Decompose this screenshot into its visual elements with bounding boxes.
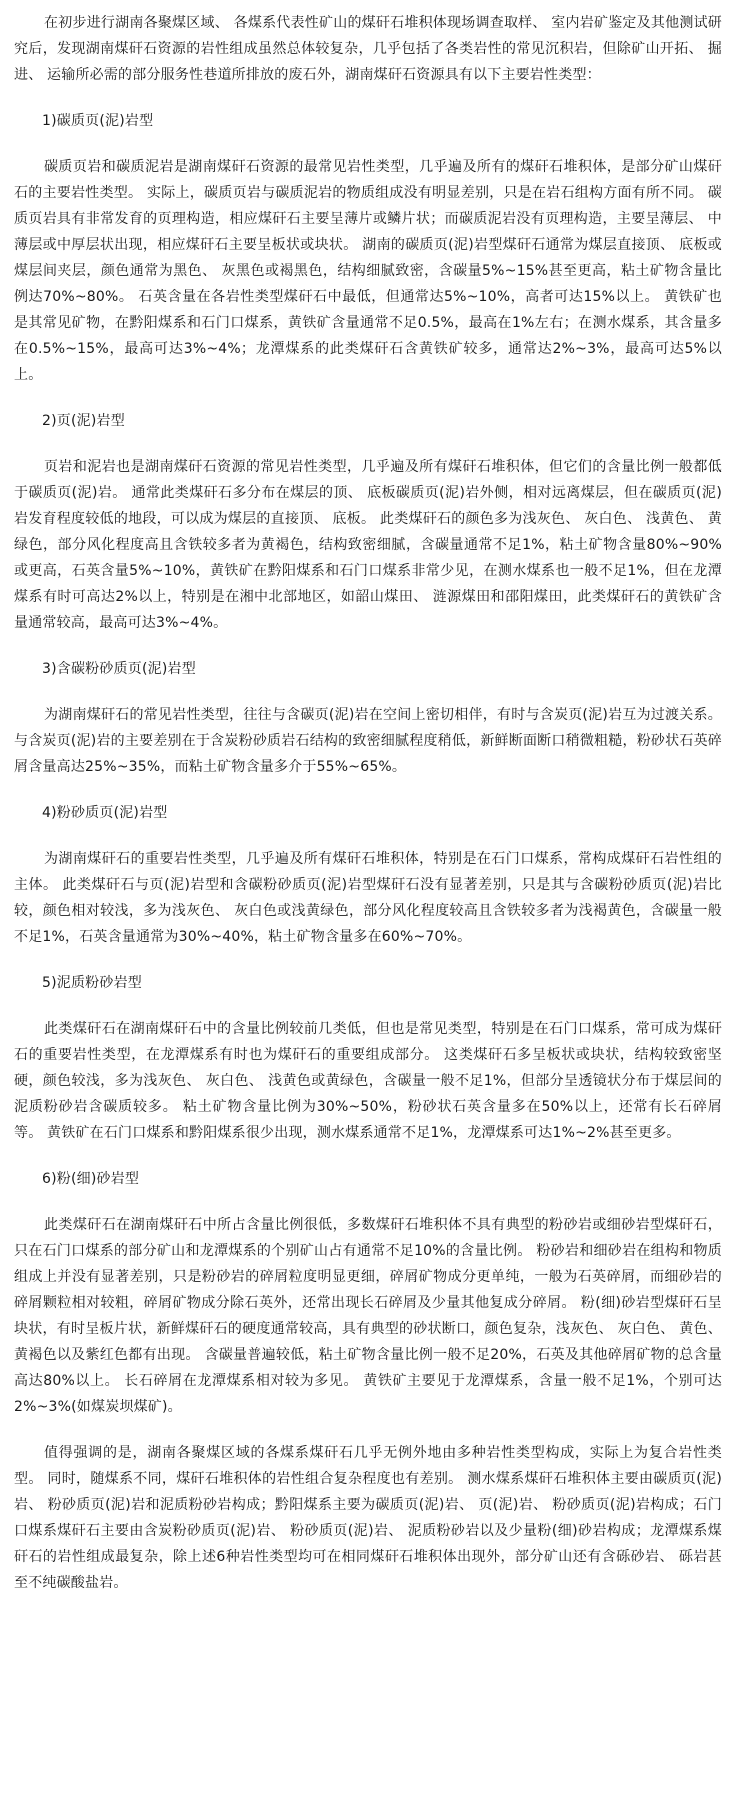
section-heading-3: 3)含碳粉砂质页(泥)岩型	[42, 661, 196, 677]
section-heading-1: 1)碳质页(泥)岩型	[42, 113, 154, 129]
conclusion-paragraph: 值得强调的是，湖南各聚煤区域的各煤系煤矸石几乎无例外地由多种岩性类型构成，实际上为复合岩性类型。 同时，随煤系不同，煤矸石堆积体的岩性组合复杂程度也有差别。 测水煤系煤矸石堆积体主要由碳质页(泥)岩、 粉砂质页(泥)岩和泥质粉砂岩构成；黔阳煤系主要为碳质页(泥)岩、 页(泥)岩、 粉砂质页(泥)岩构成；石门口煤系煤矸石主要由含炭粉砂质页(泥)岩、 粉砂质页(泥)岩、 泥质粉砂岩以及少量粉(细)砂岩构成；龙潭煤系煤矸石的岩性组成最复杂，除上述6种岩性类型均可在相同煤矸石堆积体出现外，部分矿山还有含砾砂岩、 砾岩甚至不纯碳酸盐岩。	[14, 1445, 722, 1591]
section-body-2: 页岩和泥岩也是湖南煤矸石资源的常见岩性类型，几乎遍及所有煤矸石堆积体，但它们的含量比例一般都低于碳质页(泥)岩。 通常此类煤矸石多分布在煤层的顶、 底板碳质页(泥)岩外侧，相对远离煤层，但在碳质页(泥)岩发育程度较低的地段，可以成为煤层的直接顶、 底板。 此类煤矸石的颜色多为浅灰色、 灰白色、 浅黄色、 黄绿色，部分风化程度高且含铁较多者为黄褐色，结构致密细腻，含碳量通常不足1%，粘土矿物含量80%~90%或更高，石英含量5%~10%，黄铁矿在黔阳煤系和石门口煤系非常少见，在测水煤系也一般不足1%，但在龙潭煤系有时可高达2%以上，特别是在湘中北部地区，如韶山煤田、 涟源煤田和邵阳煤田，此类煤矸石的黄铁矿含量通常较高，最高可达3%~4%。	[14, 459, 722, 631]
section-body-4: 为湖南煤矸石的重要岩性类型，几乎遍及所有煤矸石堆积体，特别是在石门口煤系，常构成煤矸石岩性组的主体。 此类煤矸石与页(泥)岩型和含碳粉砂质页(泥)岩型煤矸石没有显著差别，只是其与含碳粉砂质页(泥)岩比较，颜色相对较浅，多为浅灰色、 灰白色或浅黄绿色，部分风化程度较高且含铁较多者为浅褐黄色，含碳量一般不足1%，石英含量通常为30%~40%，粘土矿物含量多在60%~70%。	[14, 851, 722, 945]
section-heading-5: 5)泥质粉砂岩型	[42, 975, 142, 991]
intro-paragraph: 在初步进行湖南各聚煤区域、 各煤系代表性矿山的煤矸石堆积体现场调查取样、 室内岩矿鉴定及其他测试研究后，发现湖南煤矸石资源的岩性组成虽然总体较复杂，几乎包括了各类岩性的常见沉积岩，但除矿山开拓、 掘进、 运输所必需的部分服务性巷道所排放的废石外，湖南煤矸石资源具有以下主要岩性类型：	[14, 15, 722, 83]
section-heading-2: 2)页(泥)岩型	[42, 413, 125, 429]
section-heading-6: 6)粉(细)砂岩型	[42, 1171, 140, 1187]
section-body-6: 此类煤矸石在湖南煤矸石中所占含量比例很低，多数煤矸石堆积体不具有典型的粉砂岩或细砂岩型煤矸石，只在石门口煤系的部分矿山和龙潭煤系的个别矿山占有通常不足10%的含量比例。 粉砂岩和细砂岩在组构和物质组成上并没有显著差别，只是粉砂岩的碎屑粒度明显更细，碎屑矿物成分更单纯，一般为石英碎屑，而细砂岩的碎屑颗粒相对较粗，碎屑矿物成分除石英外，还常出现长石碎屑及少量其他复成分碎屑。 粉(细)砂岩型煤矸石呈块状，有时呈板片状，新鲜煤矸石的硬度通常较高，具有典型的砂状断口，颜色复杂，浅灰色、 灰白色、 黄色、 黄褐色以及紫红色都有出现。 含碳量普遍较低，粘土矿物含量比例一般不足20%，石英及其他碎屑矿物的总含量高达80%以上。 长石碎屑在龙潭煤系相对较为多见。 黄铁矿主要见于龙潭煤系，含量一般不足1%，个别可达2%~3%(如煤炭坝煤矿)。	[14, 1217, 722, 1415]
section-body-1: 碳质页岩和碳质泥岩是湖南煤矸石资源的最常见岩性类型，几乎遍及所有的煤矸石堆积体，是部分矿山煤矸石的主要岩性类型。 实际上，碳质页岩与碳质泥岩的物质组成没有明显差别，只是在岩石组构方面有所不同。 碳质页岩具有非常发育的页理构造，相应煤矸石主要呈薄片或鳞片状；而碳质泥岩没有页理构造，主要呈薄层、 中薄层或中厚层状出现，相应煤矸石主要呈板状或块状。 湖南的碳质页(泥)岩型煤矸石通常为煤层直接顶、 底板或煤层间夹层，颜色通常为黑色、 灰黑色或褐黑色，结构细腻致密，含碳量5%~15%甚至更高，粘土矿物含量比例达70%~80%。 石英含量在各岩性类型煤矸石中最低，但通常达5%~10%，高者可达15%以上。 黄铁矿也是其常见矿物，在黔阳煤系和石门口煤系，黄铁矿含量通常不足0.5%，最高在1%左右；在测水煤系，其含量多在0.5%~15%，最高可达3%~4%；龙潭煤系的此类煤矸石含黄铁矿较多，通常达2%~3%，最高可达5%以上。	[14, 159, 722, 383]
section-heading-4: 4)粉砂质页(泥)岩型	[42, 805, 168, 821]
section-body-3: 为湖南煤矸石的常见岩性类型，往往与含碳页(泥)岩在空间上密切相伴，有时与含炭页(泥)岩互为过渡关系。 与含炭页(泥)岩的主要差别在于含炭粉砂质岩石结构的致密细腻程度稍低，新鲜断面断口稍微粗糙，粉砂状石英碎屑含量高达25%~35%，而粘土矿物含量多介于55%~65%。	[14, 707, 722, 775]
section-body-5: 此类煤矸石在湖南煤矸石中的含量比例较前几类低，但也是常见类型，特别是在石门口煤系，常可成为煤矸石的重要岩性类型，在龙潭煤系有时也为煤矸石的重要组成部分。 这类煤矸石多呈板状或块状，结构较致密坚硬，颜色较浅，多为浅灰色、 灰白色、 浅黄色或黄绿色，含碳量一般不足1%，但部分呈透镜状分布于煤层间的泥质粉砂岩含碳质较多。 粘土矿物含量比例为30%~50%，粉砂状石英含量多在50%以上，还常有长石碎屑等。 黄铁矿在石门口煤系和黔阳煤系很少出现，测水煤系通常不足1%，龙潭煤系可达1%~2%甚至更多。	[14, 1021, 722, 1141]
